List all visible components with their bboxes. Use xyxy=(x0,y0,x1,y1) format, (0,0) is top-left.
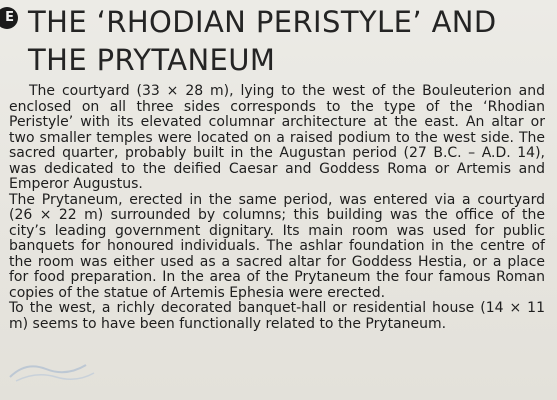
watermark-logo xyxy=(6,357,101,385)
paragraph-banquet-hall: To the west, a richly decorated banquet-hall or residential house (14 × 11 m) seems to have been functionally related to the Prytaneum. xyxy=(9,300,545,332)
section-body xyxy=(9,84,545,332)
section-badge: E xyxy=(0,7,18,29)
paragraph-courtyard: The courtyard (33 × 28 m), lying to the west of the Bouleuterion and enclosed on all three sides corresponds to the type of the ‘Rhodian Peristyle’ with its elevated columnar architecture at the east. An altar or two smaller temples were located on a raised podium to the west side. The sacred quarter, probably built in the Augustan period (27 B.C. – A.D. 14), was dedicated to the deified Caesar and Goddess Roma or Artemis and Emperor Augustus. xyxy=(9,83,545,192)
paragraph-prytaneum: The Prytaneum, erected in the same period, was entered via a courtyard (26 × 22 m) surrounded by columns; this building was the office of the city’s leading government dignitary. Its main room was used for public banquets for honoured individuals. The ashlar foundation in the centre of the room was either used as a sacred altar for Goddess Hestia, or a place for food preparation. In the area of the Prytaneum the four famous Roman copies of the statue of Artemis Ephesia were erected. xyxy=(9,191,545,301)
section-title: THE ‘RHODIAN PERISTYLE’ AND THE PRYTANEUM xyxy=(28,5,497,77)
watermark-logo-icon xyxy=(6,357,101,385)
